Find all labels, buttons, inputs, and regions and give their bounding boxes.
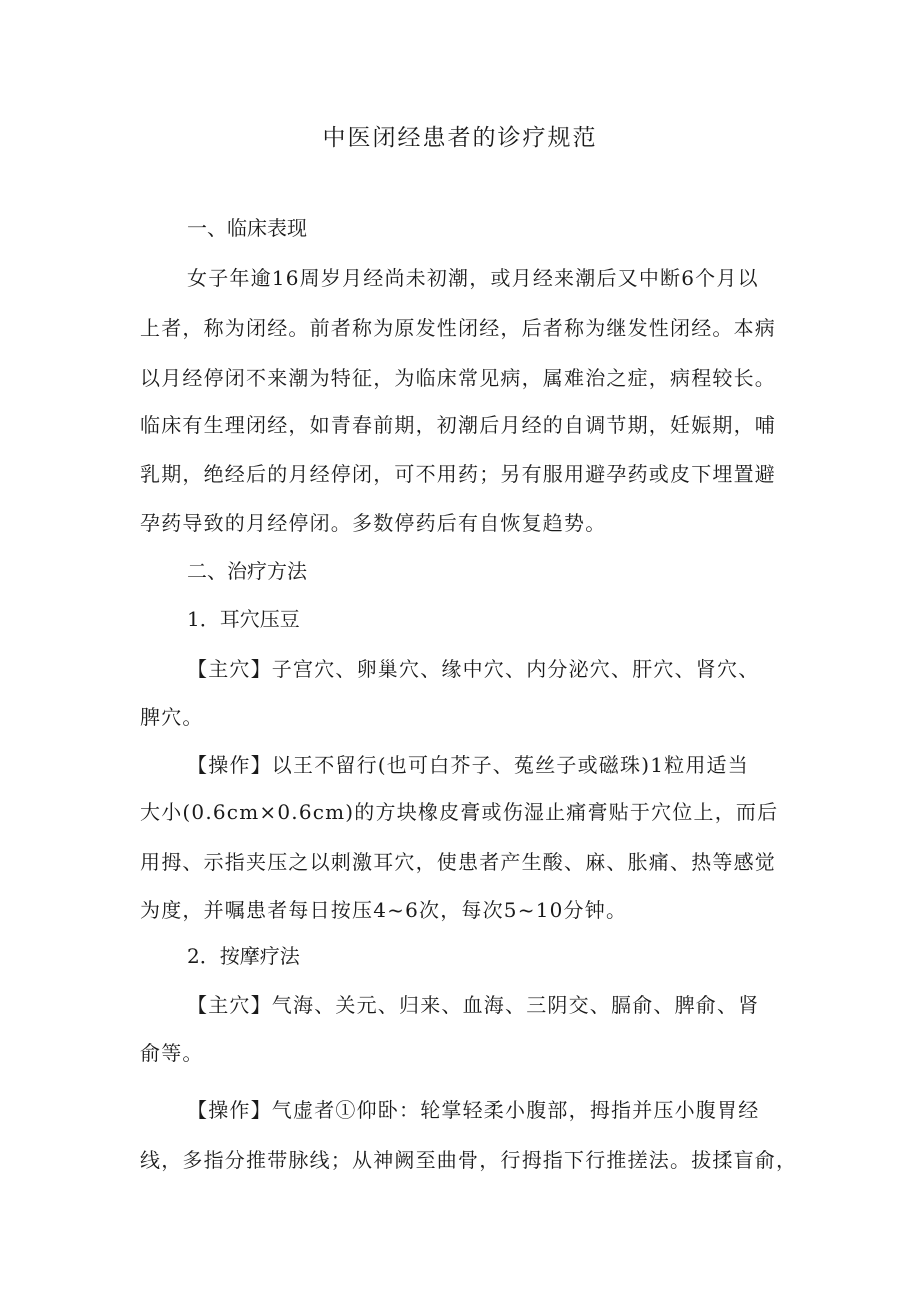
paragraph-line: 【操作】气虚者①仰卧：轮掌轻柔小腹部，拇指并压小腹胃经 [187,1098,760,1122]
paragraph-line: 大小(0.6cm×0.6cm)的方块橡皮膏或伤湿止痛膏贴于穴位上，而后 [140,800,779,824]
subsection-heading-ear-acupoint: 1．耳穴压豆 [187,607,300,631]
paragraph-line: 脾穴。 [140,705,204,729]
paragraph-line: 上者，称为闭经。前者称为原发性闭经，后者称为继发性闭经。本病 [140,316,776,340]
document-title: 中医闭经患者的诊疗规范 [322,125,598,151]
paragraph-line: 【主穴】子宫穴、卵巢穴、缘中穴、内分泌穴、肝穴、肾穴、 [187,657,760,681]
paragraph-line: 俞等。 [140,1041,204,1065]
paragraph-line: 为度，并嘱患者每日按压4~6次，每次5~10分钟。 [140,898,628,922]
paragraph-line: 女子年逾16周岁月经尚未初潮，或月经来潮后又中断6个月以 [187,266,759,290]
paragraph-line: 临床有生理闭经，如青春前期，初潮后月经的自调节期，妊娠期，哺 [140,413,776,437]
paragraph-line: 用拇、示指夹压之以刺激耳穴，使患者产生酸、麻、胀痛、热等感觉 [140,850,776,874]
paragraph-line: 乳期，绝经后的月经停闭，可不用药；另有服用避孕药或皮下埋置避 [140,462,776,486]
subsection-heading-massage: 2．按摩疗法 [187,944,300,968]
section-heading-treatment: 二、治疗方法 [187,559,307,583]
section-heading-clinical: 一、临床表现 [187,216,307,240]
paragraph-line: 以月经停闭不来潮为特征，为临床常见病，属难治之症，病程较长。 [140,366,776,390]
paragraph-line: 【操作】以王不留行(也可白芥子、菟丝子或磁珠)1粒用适当 [187,753,749,777]
paragraph-line: 线，多指分推带脉线；从神阙至曲骨，行拇指下行推搓法。拔揉盲俞， [140,1148,798,1172]
paragraph-line: 孕药导致的月经停闭。多数停药后有自恢复趋势。 [140,511,607,535]
paragraph-line: 【主穴】气海、关元、归来、血海、三阴交、膈俞、脾俞、肾 [187,993,760,1017]
